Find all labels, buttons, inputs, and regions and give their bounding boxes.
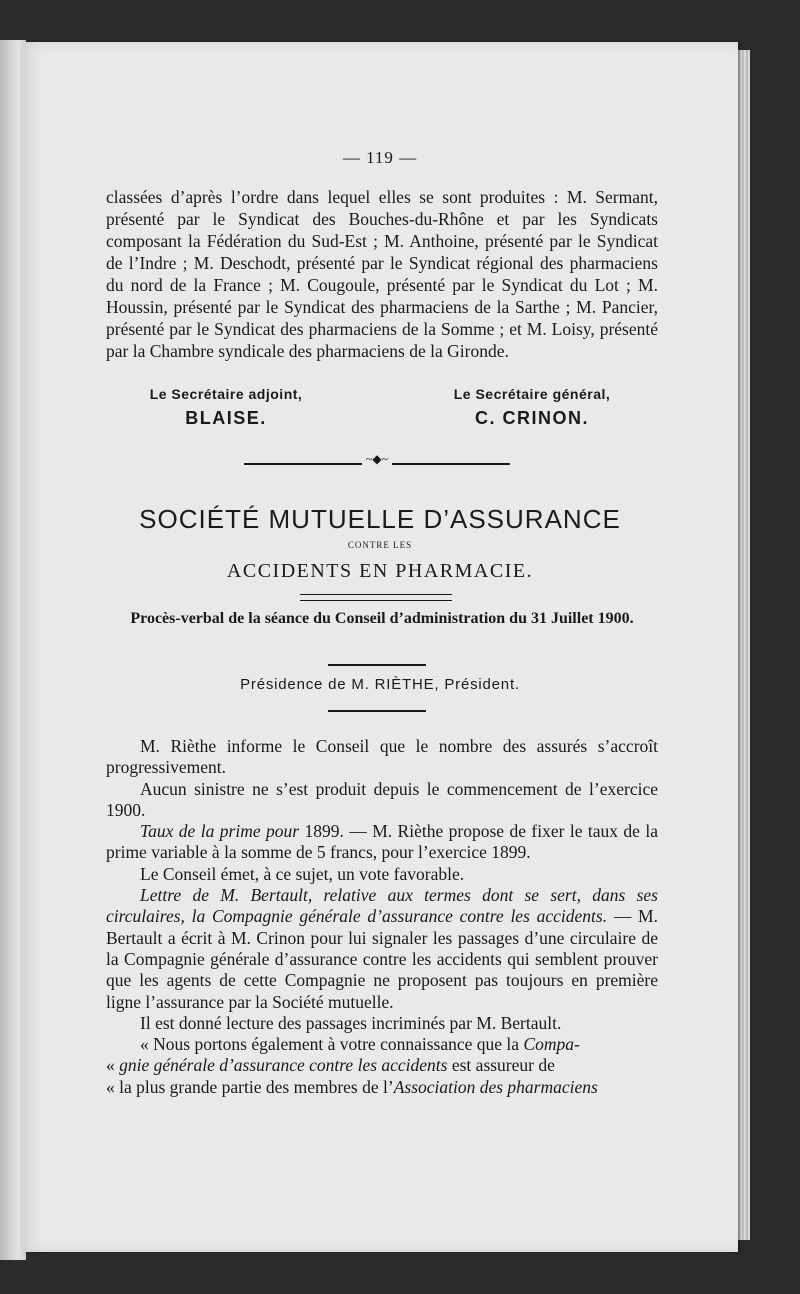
quote-text: « xyxy=(106,1055,120,1076)
page-number: — 119 — xyxy=(342,148,418,167)
paragraph-text: — M. Bertault a écrit à M. Crinon pour lui signaler les passages d’une circulaire de la Compagnie générale d’assurance contre les accidents qui semblent prouver que les agents de cette Compagnie ne proposent pas toujours en première ligne l’assurance par la Société mutuelle. xyxy=(106,906,658,1012)
paragraph-topic: Lettre de M. Bertault, relative aux termes dont se sert, dans ses circulaires, la Compagnie générale d’assurance contre les accidents. xyxy=(106,885,658,927)
paragraph-text: 1899. — M. Rièthe propose de fixer le taux de la prime variable à la somme de 5 francs, pour l’exercice 1899. xyxy=(106,821,658,863)
quote-line xyxy=(106,1077,658,1098)
ornament-line-left xyxy=(244,463,362,465)
quote-text: est assureur de xyxy=(447,1055,555,1076)
quote-italic: gnie générale d’assurance contre les accidents xyxy=(119,1055,448,1076)
signature-name: C. CRINON. xyxy=(475,408,589,428)
society-title: SOCIÉTÉ MUTUELLE D’ASSURANCE xyxy=(139,504,621,534)
paragraph: Aucun sinistre ne s’est produit depuis le commencement de l’exercice 1900. xyxy=(106,778,658,820)
signature-title: Le Secrétaire général, xyxy=(453,386,611,402)
minutes-body xyxy=(106,736,658,1098)
quote-text: « Nous portons également à votre connaissance que la xyxy=(140,1034,524,1055)
ornament-line-right xyxy=(392,463,510,465)
quote-line xyxy=(106,1055,658,1076)
signature-title: Le Secrétaire adjoint, xyxy=(149,386,303,402)
rule-below-presidency xyxy=(328,710,426,712)
paragraph-topic: Taux de la prime pour xyxy=(140,821,300,842)
intro-paragraph: classées d’après l’ordre dans lequel elles se sont produites : M. Sermant, présenté par le Syndicat des Bouches-du-Rhône et par les Syndicats composant la Fédération du Sud-Est ; M. Anthoine, présenté par le Syndicat de l’Indre ; M. Deschodt, présenté par le Syndicat régional des pharmaciens du nord de la France ; M. Cougoule, présenté par le Syndicat du Lot ; M. Houssin, présenté par le Syndicat des pharmaciens de la Sarthe ; M. Pancier, présenté par le Syndicat des pharmaciens de la Somme ; et M. Loisy, présenté par la Chambre syndicale des pharmaciens de la Gironde. xyxy=(106,187,658,361)
book-page xyxy=(22,42,738,1252)
quote-italic: Association des pharmaciens xyxy=(393,1076,598,1097)
signature-name: BLAISE. xyxy=(185,408,267,428)
quote-line xyxy=(106,1034,658,1055)
society-subtitle: ACCIDENTS EN PHARMACIE. xyxy=(226,560,534,582)
quote-text: « la plus grande partie des membres de l’ xyxy=(106,1076,394,1097)
section-ornament xyxy=(244,452,510,468)
signature-deputy-secretary xyxy=(106,386,346,429)
paragraph xyxy=(106,821,658,864)
quote-italic: Compa- xyxy=(523,1034,580,1055)
double-rule xyxy=(300,594,452,601)
signature-general-secretary xyxy=(406,386,658,429)
rule-above-presidency xyxy=(328,664,426,666)
paragraph: Le Conseil émet, à ce sujet, un vote favorable. xyxy=(140,863,465,884)
paragraph xyxy=(106,885,658,1013)
society-subtitle-small: CONTRE LES xyxy=(347,540,413,550)
paragraph: Il est donné lecture des passages incriminés par M. Bertault. xyxy=(140,1012,562,1033)
ornament-flourish-icon: ~◆~ xyxy=(365,452,389,466)
presidency-line: Présidence de M. RIÈTHE, Président. xyxy=(240,676,520,693)
paragraph: M. Rièthe informe le Conseil que le nombre des assurés s’accroît progressivement. xyxy=(106,736,658,778)
minutes-heading: Procès-verbal de la séance du Conseil d’administration du 31 Juillet 1900. xyxy=(130,610,634,627)
